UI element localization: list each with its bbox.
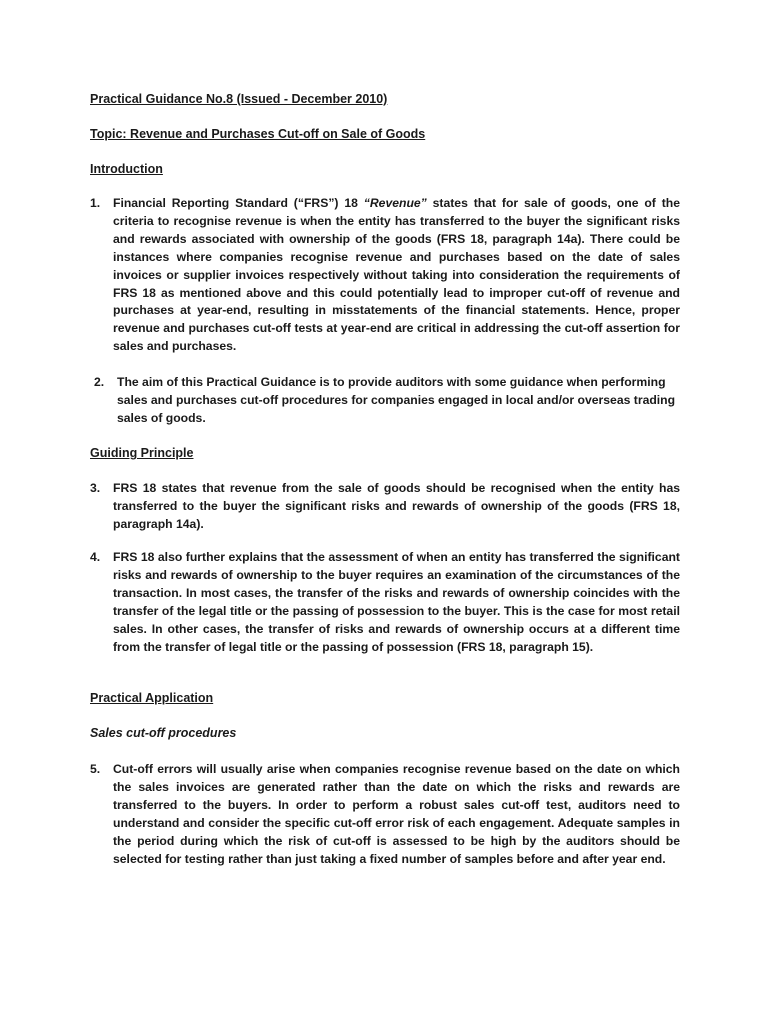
- document-topic: Topic: Revenue and Purchases Cut-off on Sale of Goods: [90, 127, 426, 141]
- paragraph-number: 2.: [94, 375, 105, 389]
- paragraph-text: Financial Reporting Standard (“FRS”) 18 “Revenue” states that for sale of goods, one of the criteria to recognise revenue is when the entity has transferred to the buyer the significant risks and rewards associated with ownership of the goods (FRS 18, paragraph 14a). There could be instances where companies recognise revenue and purchases based on the date of sales invoices or supplier invoices respectively without taking into consideration the requirements of FRS 18 as mentioned above and this could potentially lead to improper cut-off of revenue and purchases at year-end, resulting in misstatements of the financial statements. Hence, proper revenue and purchases cut-off tests at year-end are critical in addressing the cut-off assertion for sales and purchases.: [113, 196, 680, 354]
- paragraph-1: [90, 195, 680, 356]
- paragraph-number: 1.: [90, 196, 101, 210]
- paragraph-text: FRS 18 states that revenue from the sale of goods should be recognised when the entity has transferred to the buyer the significant risks and rewards of ownership of the goods (FRS 18, paragraph 14a).: [113, 481, 680, 531]
- document-title: Practical Guidance No.8 (Issued - December 2010): [90, 92, 388, 106]
- revenue-term: “Revenue”: [363, 196, 427, 210]
- section-heading-practical-application: Practical Application: [90, 691, 214, 705]
- paragraph-number: 3.: [90, 481, 101, 495]
- paragraph-text: Cut-off errors will usually arise when companies recognise revenue based on the date on which the sales invoices are generated rather than the date on which the risks and rewards are transferred to the buyers. In order to perform a robust sales cut-off test, auditors need to understand and consider the specific cut-off error risk of each engagement. Adequate samples in the period during which the risk of cut-off is assessed to be high by the auditors should be selected for testing rather than just taking a fixed number of samples before and after year end.: [113, 762, 680, 866]
- paragraph-text: The aim of this Practical Guidance is to provide auditors with some guidance when performing sales and purchases cut-off procedures for companies engaged in local and/or overseas trading sales of goods.: [117, 375, 676, 425]
- paragraph-5: [90, 761, 680, 868]
- section-heading-guiding-principle: Guiding Principle: [90, 446, 194, 460]
- paragraph-number: 5.: [90, 762, 101, 776]
- paragraph-3: [90, 480, 680, 534]
- paragraph-2: [90, 374, 680, 428]
- paragraph-text: FRS 18 also further explains that the assessment of when an entity has transferred the significant risks and rewards of ownership to the buyer requires an examination of the circumstances of the transaction. In most cases, the transfer of the risks and rewards of ownership coincides with the transfer of the legal title or the passing of possession to the buyer. This is the case for most retail sales. In other cases, the transfer of risks and rewards of ownership occurs at a different time from the transfer of legal title or the passing of possession (FRS 18, paragraph 15).: [113, 550, 680, 654]
- section-heading-introduction: Introduction: [90, 162, 163, 176]
- subsection-heading-sales-cutoff: Sales cut-off procedures: [90, 726, 237, 740]
- paragraph-number: 4.: [90, 550, 101, 564]
- paragraph-4: [90, 549, 680, 656]
